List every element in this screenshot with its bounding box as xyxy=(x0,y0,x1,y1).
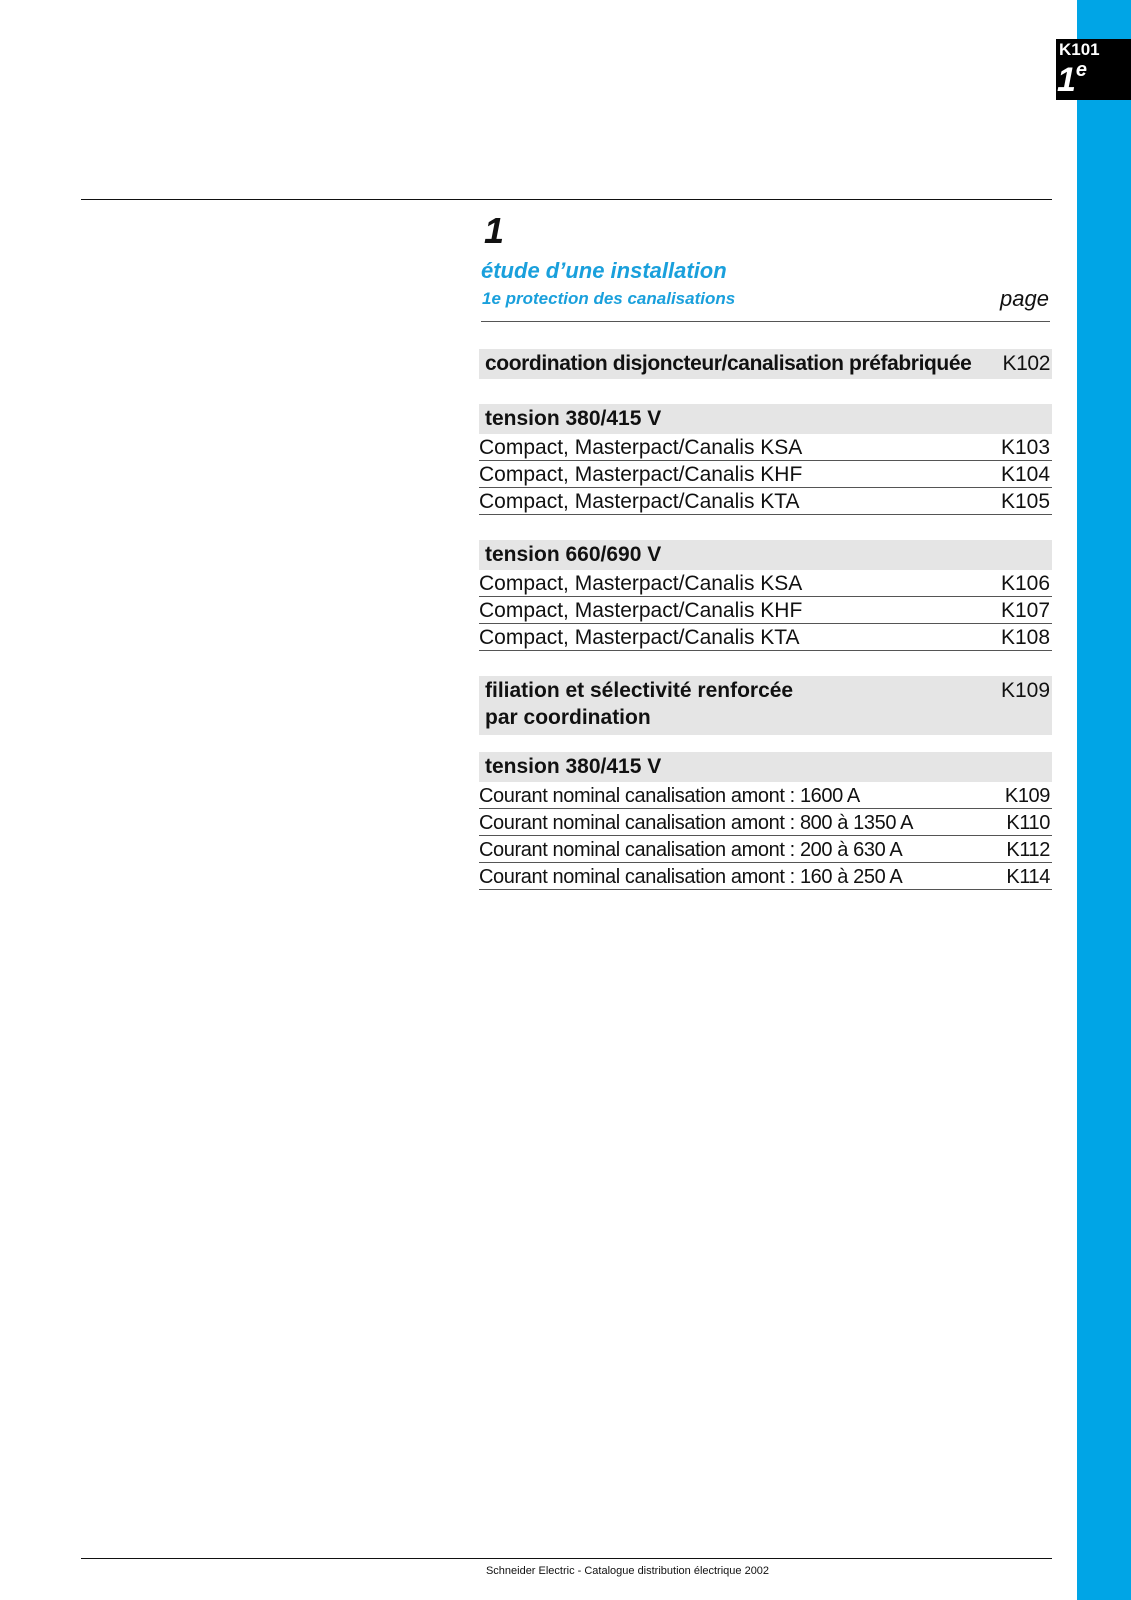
toc-row[interactable]: Compact, Masterpact/Canalis KHF K107 xyxy=(479,599,1050,622)
toc-page-ref: K109 xyxy=(1004,785,1050,807)
toc-row[interactable]: Compact, Masterpact/Canalis KTA K105 xyxy=(479,490,1050,513)
toc-row[interactable]: Compact, Masterpact/Canalis KTA K108 xyxy=(479,626,1050,649)
toc-row[interactable]: Compact, Masterpact/Canalis KSA K103 xyxy=(479,436,1050,459)
tab-page-code: K101 xyxy=(1059,40,1100,59)
toc-row[interactable]: Courant nominal canalisation amont : 160 à 250 A K114 xyxy=(479,863,1052,890)
toc-row[interactable]: Compact, Masterpact/Canalis KHF K104 xyxy=(479,463,1050,486)
table-of-contents xyxy=(479,349,1052,890)
toc-section-coordination[interactable]: coordination disjoncteur/canalisation préfabriquée K102 xyxy=(479,349,1052,379)
toc-page-ref: K104 xyxy=(1000,463,1050,486)
tab-section-letter: e xyxy=(1075,59,1086,81)
header-rule xyxy=(481,321,1050,322)
chapter-subtitle: 1e protection des canalisations xyxy=(482,289,736,308)
toc-row[interactable]: Courant nominal canalisation amont : 1600 A K109 xyxy=(479,782,1052,809)
toc-row[interactable]: Compact, Masterpact/Canalis KSA K106 xyxy=(479,572,1050,595)
footer-text: Schneider Electric - Catalogue distribution électrique 2002 xyxy=(485,1565,770,1577)
toc-section-filiation[interactable]: filiation et sélectivité renforcée par coordination K109 xyxy=(479,676,1052,735)
toc-page-ref: K110 xyxy=(1006,812,1050,834)
toc-row[interactable]: Courant nominal canalisation amont : 200 à 630 A K112 xyxy=(479,836,1052,863)
toc-page-ref: K107 xyxy=(1000,599,1050,622)
toc-row[interactable]: Courant nominal canalisation amont : 800 à 1350 A K110 xyxy=(479,809,1052,836)
page-column-label: page xyxy=(1000,286,1049,311)
toc-page-ref: K103 xyxy=(1000,436,1050,459)
side-color-band xyxy=(1077,0,1131,1600)
toc-heading-tension-660: tension 660/690 V xyxy=(479,540,1052,570)
footer xyxy=(0,1565,1131,1577)
toc-page-ref: K109 xyxy=(1000,679,1050,702)
toc-page-ref: K105 xyxy=(1000,490,1050,513)
toc-page-ref: K112 xyxy=(1006,839,1050,861)
toc-page-ref: K102 xyxy=(1002,352,1050,375)
chapter-number: 1 xyxy=(484,210,505,251)
toc-page-ref: K114 xyxy=(1006,866,1050,888)
toc-heading-tension-380: tension 380/415 V xyxy=(479,404,1052,434)
toc-page-ref: K106 xyxy=(1000,572,1050,595)
top-rule xyxy=(81,199,1052,200)
toc-heading-tension-380-b: tension 380/415 V xyxy=(479,752,1052,782)
section-tab xyxy=(1056,39,1131,100)
bottom-rule xyxy=(81,1558,1052,1559)
toc-page-ref: K108 xyxy=(1000,626,1050,649)
chapter-title: étude d’une installation xyxy=(481,258,727,283)
tab-section-number: 1 $^e$ xyxy=(1057,59,1086,99)
